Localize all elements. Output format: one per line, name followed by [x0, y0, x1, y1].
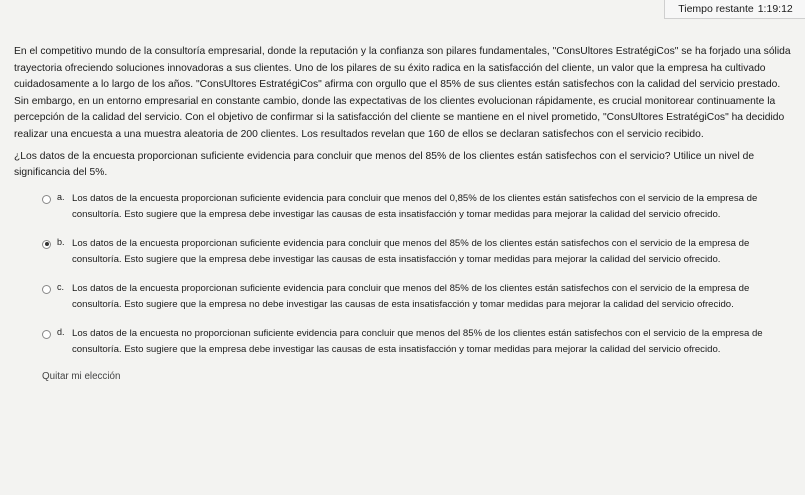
clear-choice-link[interactable]: Quitar mi elección [42, 370, 121, 382]
option-b-letter: b. [57, 236, 65, 247]
option-d-letter: d. [57, 326, 65, 337]
option-a-text: Los datos de la encuesta proporcionan suficiente evidencia para concluir que menos del 0,85% de los clientes están satisfechos con el servicio de la empresa de consultoría. Esto sugiere que la empresa debe investigar las causas de esta insatisfacción y tomar medidas para mejorar la calidad del servicio ofrecido. [72, 192, 758, 220]
option-b-radio[interactable] [42, 240, 51, 249]
option-c-letter: c. [57, 281, 65, 292]
option-d[interactable] [42, 326, 794, 358]
question-prompt: ¿Los datos de la encuesta proporcionan suficiente evidencia para concluir que menos del 85% de los clientes están satisfechos con el servicio? Utilice un nivel de significancia del 5%. [14, 150, 755, 178]
option-d-radio[interactable] [42, 330, 51, 339]
option-a-letter: a. [57, 191, 65, 202]
option-c-text: Los datos de la encuesta proporcionan suficiente evidencia para concluir que menos del 85% de los clientes están satisfechos con el servicio de la empresa de consultoría. Esto sugiere que la empresa no debe investigar las causas de esta insatisfacción y tomar medidas para mejorar la calidad del servicio ofrecido. [72, 282, 750, 310]
option-a-radio[interactable] [42, 195, 51, 204]
option-a[interactable] [42, 191, 794, 223]
timer-value: 1:19:12 [757, 3, 793, 15]
option-c-radio[interactable] [42, 285, 51, 294]
option-b[interactable] [42, 236, 794, 268]
time-remaining [664, 0, 805, 19]
answer-options [42, 191, 794, 358]
timer-label: Tiempo restante [678, 3, 754, 15]
question-area [14, 44, 794, 382]
option-b-text: Los datos de la encuesta proporcionan suficiente evidencia para concluir que menos del 85% de los clientes están satisfechos con el servicio de la empresa de consultoría. Esto sugiere que la empresa debe investigar las causas de esta insatisfacción y tomar medidas para mejorar la calidad del servicio ofrecido. [72, 237, 750, 265]
question-text: En el competitivo mundo de la consultoría empresarial, donde la reputación y la confianza son pilares fundamentales, "ConsUltores EstratégiCos" se ha forjado una sólida trayectoria ofreciendo soluciones innovadoras a sus clientes. Uno de los pilares de su éxito radica en la satisfacción del cliente, un valor que la empresa ha cultivado cuidadosamente a lo largo de los años. "ConsUltores EstratégiCos" afirma con orgullo que el 85% de sus clientes están satisfechos con la calidad del servicio prestado. Sin embargo, en un entorno empresarial en constante cambio, donde las expectativas de los clientes evolucionan rápidamente, es crucial monitorear continuamente la percepción de la calidad del servicio. Con el objetivo de confirmar si la satisfacción del cliente se mantiene en el nivel prometido, "ConsUltores EstratégiCos" ha decidido realizar una encuesta a una muestra aleatoria de 200 clientes. Los resultados revelan que 160 de ellos se declaran satisfechos con el servicio recibido. [14, 46, 791, 140]
option-d-text: Los datos de la encuesta no proporcionan suficiente evidencia para concluir que menos del 85% de los clientes están satisfechos con el servicio de la empresa de consultoría. Esto sugiere que la empresa debe investigar las causas de esta insatisfacción y tomar medidas para mejorar la calidad del servicio ofrecido. [72, 327, 763, 355]
option-c[interactable] [42, 281, 794, 313]
